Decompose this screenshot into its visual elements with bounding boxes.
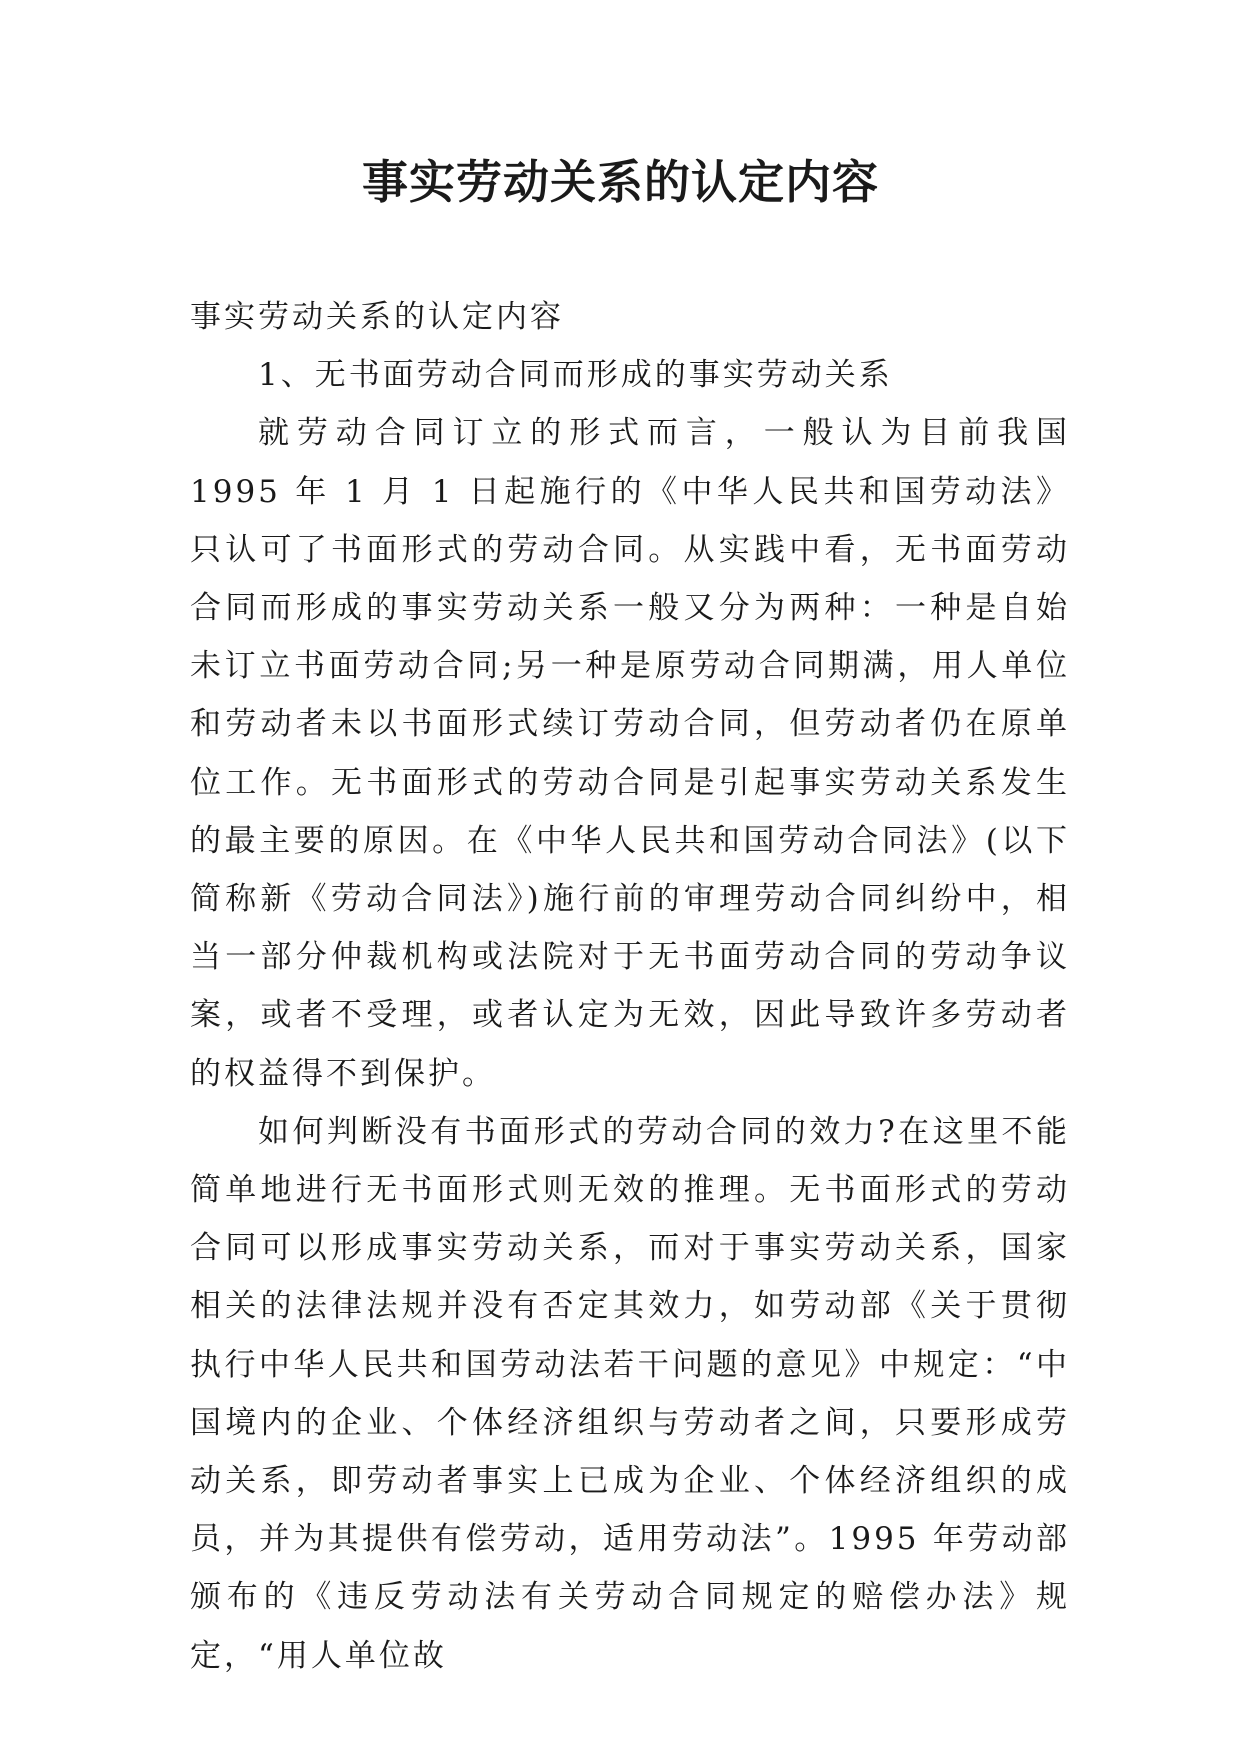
paragraph-contract-form: 就劳动合同订立的形式而言，一般认为目前我国 1995 年 1 月 1 日起施行的《中华人民共和国劳动法》只认可了书面形式的劳动合同。从实践中看，无书面劳动合同而形成的事实劳动关系一般又分为两种：一种是自始未订立书面劳动合同;另一种是原劳动合同期满，用人单位和劳动者未以书面形式续订劳动合同，但劳动者仍在原单位工作。无书面形式的劳动合同是引起事实劳动关系发生的最主要的原因。在《中华人民共和国劳动合同法》(以下简称新《劳动合同法》)施行前的审理劳动合同纠纷中，相当一部分仲裁机构或法院对于无书面劳动合同的劳动争议案，或者不受理，或者认定为无效，因此导致许多劳动者的权益得不到保护。 [190, 415, 1070, 1092]
paragraph-contract-validity: 如何判断没有书面形式的劳动合同的效力?在这里不能简单地进行无书面形式则无效的推理。无书面形式的劳动合同可以形成事实劳动关系，而对于事实劳动关系，国家相关的法律法规并没有否定其效力，如劳动部《关于贯彻执行中华人民共和国劳动法若干问题的意见》中规定：“中国境内的企业、个体经济组织与劳动者之间，只要形成劳动关系，即劳动者事实上已成为企业、个体经济组织的成员，并为其提供有偿劳动，适用劳动法”。1995 年劳动部颁布的《违反劳动法有关劳动合同规定的赔偿办法》规定，“用人单位故 [190, 1113, 1070, 1674]
document-title: 事实劳动关系的认定内容 [362, 155, 879, 209]
paragraph-section-1: 1、无书面劳动合同而形成的事实劳动关系 [258, 357, 893, 394]
paragraph-heading: 事实劳动关系的认定内容 [190, 299, 564, 335]
document-body [190, 288, 1070, 1685]
